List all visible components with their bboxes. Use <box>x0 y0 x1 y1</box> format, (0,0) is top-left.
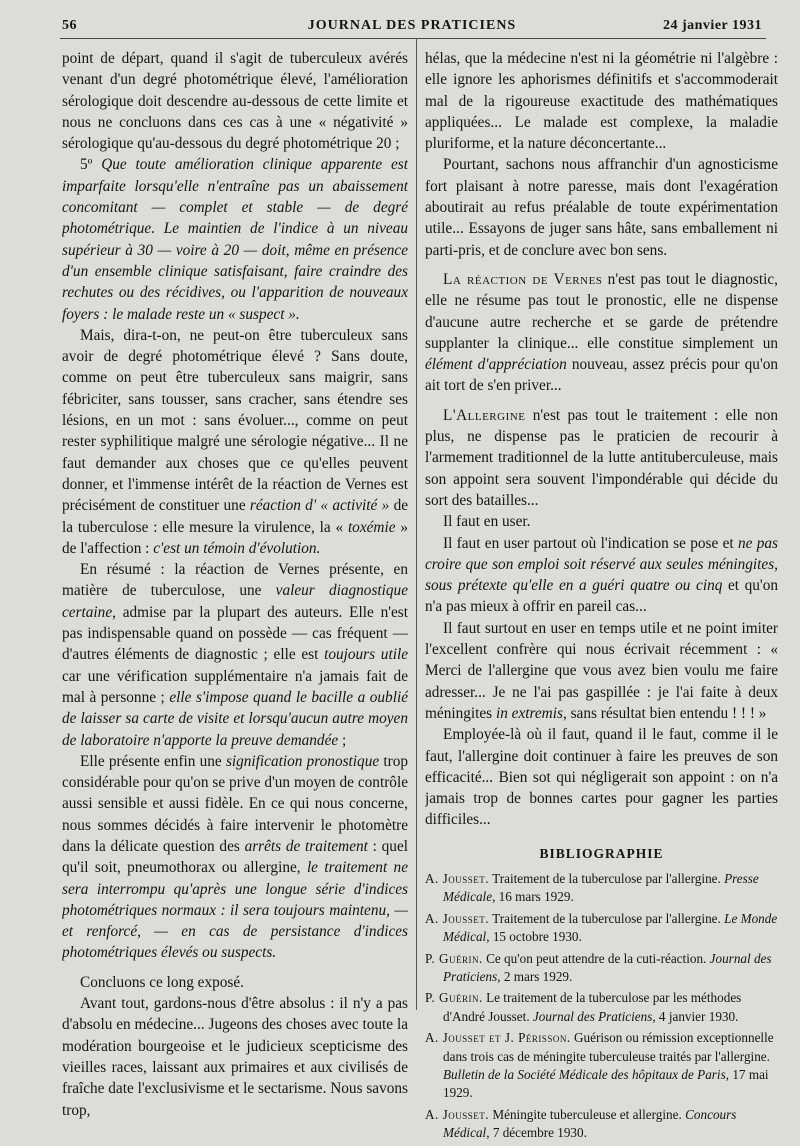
paragraph-text: car une vérification supplémentaire n'a jamais fait de mal à personne ; <box>62 667 408 706</box>
bibliography-entry <box>425 989 778 1026</box>
paragraph <box>425 511 778 532</box>
paragraph <box>62 559 408 751</box>
entry-date: , 15 octobre 1930. <box>486 929 582 945</box>
entry-source: Journal des Praticiens <box>532 1008 653 1024</box>
entry-source: Journal des Praticiens <box>443 950 772 985</box>
paragraph-text: , sans résultat bien entendu ! ! ! » <box>562 704 767 722</box>
entry-source: Concours Médical <box>443 1106 737 1141</box>
paragraph-text: point de départ, quand il s'agit de tuberculeux avérés venant d'un degré photométrique élevé, l'amélioration sérologique doit descendre au-dessous de cette limite et nous ne concluons dans ces cas à une « négativité » sérologique qu'au-dessous du degré photométrique 20 ; <box>62 50 408 153</box>
paragraph-text: Avant tout, gardons-nous d'être absolus : il n'y a pas d'absolu en médecine... Jugeons des choses avec toute la modération bourgeoise et le judicieux scepticisme des vieilles races, laissant aux primaires et aux civilisés de fraîche date l'exclusivisme et le sectarisme. Nous savons trop, <box>62 995 408 1119</box>
left-column <box>62 48 408 1121</box>
item-number: 5º <box>80 156 102 174</box>
paragraph-text: Elle présente enfin une <box>80 752 226 770</box>
small-caps-heading: L'Allergine <box>443 406 526 424</box>
paragraph-text: nouveau, assez précis pour qu'on ait tort de s'en priver... <box>425 356 778 395</box>
entry-source: Bulletin de la Société Médicale des hôpitaux de Paris <box>443 1067 726 1083</box>
emphasis-text: le traitement ne sera interrompu qu'après une longue série d'indices photométriques normaux : il sera toujours maintenu, — et renforcé, — en cas de persistance d'indices photométriques élevés ou suspects. <box>62 859 408 962</box>
paragraph-text: n'est pas tout le traitement : elle non plus, ne dispense pas le praticien de recourir à l'armement traditionnel de la lutte antituberculeuse, mais son appoint sera souvent l'impondérable qui décide du sort des batailles... <box>425 406 778 509</box>
paragraph <box>62 751 408 964</box>
bibliography-list <box>425 870 778 1143</box>
bibliography-entry <box>425 910 778 947</box>
paragraph <box>425 269 778 397</box>
paragraph-text: Il faut en user partout où l'indication se pose et <box>443 534 738 552</box>
paragraph-text: de la tuberculose : elle mesure la virulence, la « <box>62 497 408 536</box>
paragraph-text: trop considérable pour qu'on se prive d'un moyen de contrôle aussi sensible et aussi fidèle. En ce qui nous concerne, nous sommes décidés à faire intervenir le photomètre dans la délicate question des <box>62 752 408 855</box>
paragraph-text: Il faut surtout en user en temps utile et ne point imiter l'excellent confrère qui nous écrivait récemment : « Merci de l'allergine que vous avez bien voulu me faire adresser... Je ne l'ai pas gaspillée : je l'ai faite à deux méningites <box>425 619 778 722</box>
paragraph <box>62 154 408 324</box>
paragraph-text: En résumé : la réaction de Vernes présente, en matière de tuberculose, une <box>62 561 408 600</box>
paragraph-text: , admise par la plupart des auteurs. Elle n'est pas indispensable quand on possède — cas fréquent — d'autres éléments de diagnostic ; elle est <box>62 603 408 664</box>
paragraph <box>425 405 778 511</box>
paragraph-text: ; <box>338 731 347 749</box>
emphasis-text: élément d'appréciation <box>425 356 567 374</box>
paragraph-text: Mais, dira-t-on, ne peut-on être tuberculeux sans avoir de degré photométrique élevé ? Sans doute, comme on peut être tuberculeux sans maigrir, sans fébriciter, sans tousser, sans cracher, sans étendre ses lésions, en un mot : sans évoluer..., comme on peut rester syphilitique malgré une sérologie négative... Il ne faut demander aux choses que ce qu'elles peuvent donner, et l'immense intérêt de la réaction de Vernes est précisément de constituer une <box>62 326 408 515</box>
paragraph-text: » de l'affection : <box>62 518 408 557</box>
entry-date: , 4 janvier 1930. <box>652 1008 739 1024</box>
entry-author: A. Jousset. <box>425 1106 490 1122</box>
entry-author: A. Jousset. <box>425 870 490 886</box>
entry-source: Le Monde Médical <box>443 910 778 945</box>
emphasis-text: réaction d' « activité » <box>249 497 390 515</box>
entry-author: P. Guérin. <box>425 990 483 1006</box>
paragraph <box>62 972 408 993</box>
journal-title: JOURNAL DES PRATICIENS <box>307 18 517 33</box>
emphasis-text: elle s'impose quand le bacille a oublié de laisser sa carte de visite et lorsqu'aucun autre moyen de laboratoire n'apporte la preuve demandée <box>62 688 408 749</box>
paragraph <box>425 618 778 724</box>
paragraph <box>425 154 778 260</box>
emphasis-text: arrêts de traitement <box>244 837 368 855</box>
paragraph <box>62 48 408 154</box>
entry-date: , 2 mars 1929. <box>497 969 573 985</box>
emphasis-text: valeur diagnostique certaine <box>62 582 408 621</box>
emphasis-text: c'est un témoin d'évolution. <box>153 539 321 557</box>
entry-title: Traitement de la tuberculose par l'allergine. <box>489 910 725 926</box>
entry-title: Traitement de la tuberculose par l'allergine. <box>489 870 725 886</box>
header-rule <box>60 38 766 39</box>
entry-title: Le traitement de la tuberculose par les méthodes d'André Jousset. <box>443 990 742 1024</box>
emphasis-text: toujours utile <box>324 646 408 664</box>
entry-author: A. Jousset et J. Périsson. <box>425 1030 571 1046</box>
paragraph <box>425 48 778 154</box>
entry-title: Méningite tuberculeuse et allergine. <box>489 1106 686 1122</box>
entry-date: , 7 décembre 1930. <box>486 1125 587 1141</box>
paragraph-text: hélas, que la médecine n'est ni la géométrie ni l'algèbre : elle ignore les aphorismes définitifs et s'accommoderait mal de la rigoureuse exactitude des mathématiques appliquées... Le malade est complexe, la maladie pluriforme, et la nature déconcertante... <box>425 50 778 153</box>
emphasis-text: toxémie <box>347 518 396 536</box>
emphasis-text: ne pas croire que son emploi soit réservé aux seules méningites, sous prétexte qu'elle en a guéri quatre ou cinq <box>425 534 778 595</box>
paragraph-text: Concluons ce long exposé. <box>80 973 244 991</box>
paragraph-text: Employée-là où il faut, quand il le faut, comme il le faut, l'allergine doit continuer à faire les preuves de son efficacité... Bien sot qui négligerait son appoint : on n'a jamais trop de bonnes cartes pour gagner les parties difficiles... <box>425 726 778 829</box>
entry-title: Ce qu'on peut attendre de la cuti-réaction. <box>482 950 710 966</box>
paragraph-text: et qu'on n'a pas mieux à offrir en pareil cas... <box>425 577 778 616</box>
bibliography-entry <box>425 870 778 907</box>
entry-date: , 17 mai 1929. <box>443 1067 769 1101</box>
page-number: 56 <box>62 18 77 33</box>
entry-author: P. Guérin. <box>425 950 483 966</box>
paragraph-text: Il faut en user. <box>443 513 531 531</box>
entry-author: A. Jousset. <box>425 910 490 926</box>
emphasis-text: Que toute amélioration clinique apparente est imparfaite lorsqu'elle n'entraîne pas un abaissement concomitant — complet et stable — de degré photométrique. Le maintien de l'indice à un niveau supérieur à 30 — voire à 20 — doit, même en présence d'un ensemble clinique satisfaisant, faire craindre des rechutes ou des récidives, ou l'apparition de nouveaux foyers : le malade reste un « suspect ». <box>62 156 408 323</box>
bibliography-title: BIBLIOGRAPHIE <box>539 845 664 861</box>
paragraph <box>62 993 408 1121</box>
paragraph <box>425 724 778 830</box>
column-divider <box>416 38 417 1010</box>
emphasis-text: signification pronostique <box>225 752 380 770</box>
bibliography-entry <box>425 1029 778 1103</box>
small-caps-heading: La réaction de Vernes <box>443 270 603 288</box>
bibliography-entry <box>425 950 778 987</box>
entry-title: Guérison ou rémission exceptionnelle dans trois cas de méningite tuberculeuse traités par l'allergine. <box>443 1030 774 1064</box>
emphasis-text: in extremis <box>495 704 563 722</box>
paragraph <box>62 325 408 559</box>
paragraph <box>425 533 778 618</box>
issue-date: 24 janvier 1931 <box>662 18 762 33</box>
running-header <box>62 14 762 38</box>
right-column <box>425 48 778 1146</box>
bibliography-entry <box>425 1106 778 1143</box>
paragraph-text: : quel qu'il soit, pneumothorax ou allergine, <box>62 837 408 877</box>
paragraph-text: Pourtant, sachons nous affranchir d'un agnosticisme fort plaisant à notre paresse, mais dont l'exagération aboutirait au refus préalable de toute expérimentation utile... Essayons de juger sans hâte, sans emballement ni parti-pris, et de conclure avec bon sens. <box>425 156 778 259</box>
entry-source: Presse Médicale <box>443 870 759 905</box>
paragraph-text: n'est pas tout le diagnostic, elle ne résume pas tout le pronostic, elle ne dispense d'aucune autre recherche et se garde de prétendre supplanter la clinique... elle constitue simplement un <box>425 270 778 352</box>
entry-date: , 16 mars 1929. <box>492 889 574 905</box>
